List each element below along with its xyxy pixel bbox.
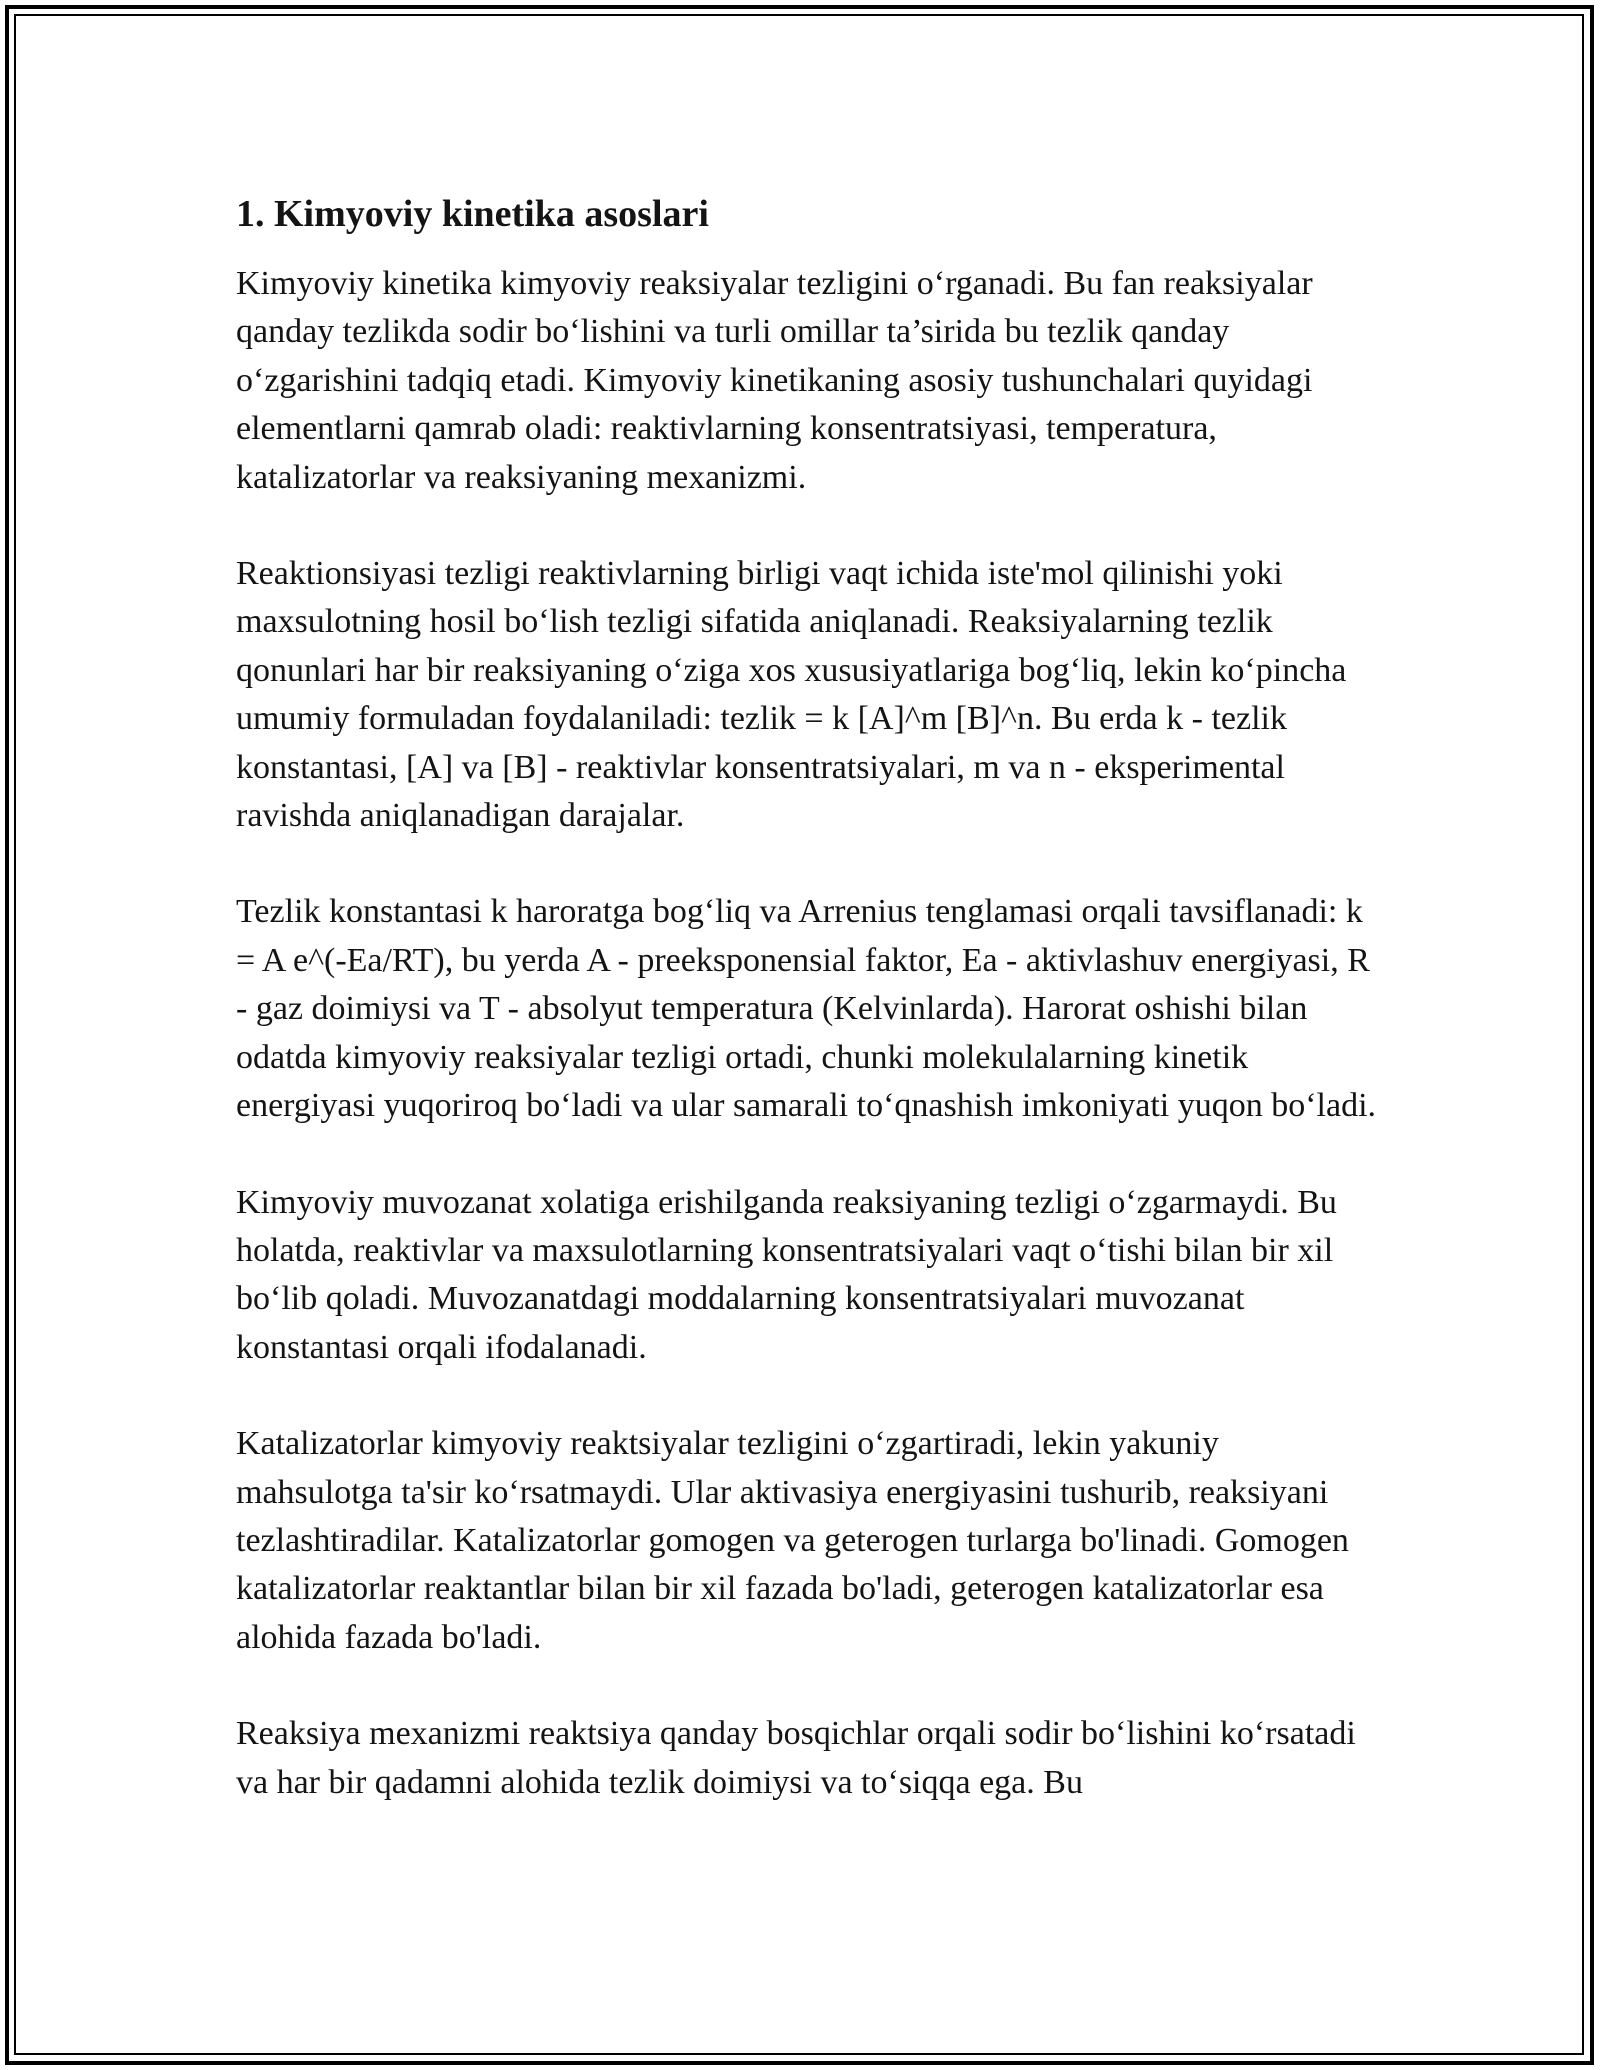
- paragraph-rate-law: Reaktionsiyasi tezligi reaktivlarning birligi vaqt ichida iste'mol qilinishi yoki maxsulotning hosil bo‘lish tezligi sifatida aniqlanadi. Reaksiyalarning tezlik qonunlari har bir reaksiyaning o‘ziga xos xususiyatlariga bog‘liq, lekin ko‘pincha umumiy formuladan foydalaniladi: tezlik = k [A]^m [B]^n. Bu erda k - tezlik konstantasi, [A] va [B] - reaktivlar konsentratsiyalari, m va n - eksperimental ravishda aniqlanadigan darajalar.: [236, 555, 1347, 835]
- paragraph-arrhenius: Tezlik konstantasi k haroratga bog‘liq va Arrenius tenglamasi orqali tavsiflanadi: k = A e^(-Ea/RT), bu yerda A - preeksponensial faktor, Ea - aktivlashuv energiyasi, R - gaz doimiysi va T - absolyut temperatura (Kelvinlarda). Harorat oshishi bilan odatda kimyoviy reaksiyalar tezligi ortadi, chunki molekulalarning kinetik energiyasi yuqoriroq bo‘ladi va ular samarali to‘qnashish imkoniyati yuqon bo‘ladi.: [236, 893, 1377, 1125]
- paragraph-equilibrium: Kimyoviy muvozanat xolatiga erishilganda reaksiyaning tezligi o‘zgarmaydi. Bu holatda, reaktivlar va maxsulotlarning konsentratsiyalari vaqt o‘tishi bilan bir xil bo‘lib qoladi. Muvozanatdagi moddalarning konsentratsiyalari muvozanat konstantasi orqali ifodalanadi.: [236, 1183, 1337, 1366]
- paragraph-kinetics-intro: Kimyoviy kinetika kimyoviy reaksiyalar tezligini o‘rganadi. Bu fan reaksiyalar qanday tezlikda sodir bo‘lishini va turli omillar ta’sirida bu tezlik qanday o‘zgarishini tadqiq etadi. Kimyoviy kinetikaning asosiy tushunchalari quyidagi elementlarni qamrab oladi: reaktivlarning konsentratsiyasi, temperatura, katalizatorlar va reaksiyaning mexanizmi.: [236, 265, 1313, 496]
- paragraph-mechanism: Reaksiya mexanizmi reaktsiya qanday bosqichlar orqali sodir bo‘lishini ko‘rsatadi va har bir qadamni alohida tezlik doimiysi va to‘siqqa ega. Bu: [236, 1715, 1356, 1801]
- paragraph-catalysts: Katalizatorlar kimyoviy reaktsiyalar tezligini o‘zgartiradi, lekin yakuniy mahsulotga ta'sir ko‘rsatmaydi. Ular aktivasiya energiyasini tushurib, reaksiyani tezlashtiradilar. Katalizatorlar gomogen va geterogen turlarga bo'linadi. Gomogen katalizatorlar reaktantlar bilan bir xil fazada bo'ladi, geterogen katalizatorlar esa alohida fazada bo'ladi.: [236, 1425, 1349, 1656]
- document-body: [236, 188, 1376, 1855]
- section-heading: 1. Kimyoviy kinetika asoslari: [236, 193, 709, 235]
